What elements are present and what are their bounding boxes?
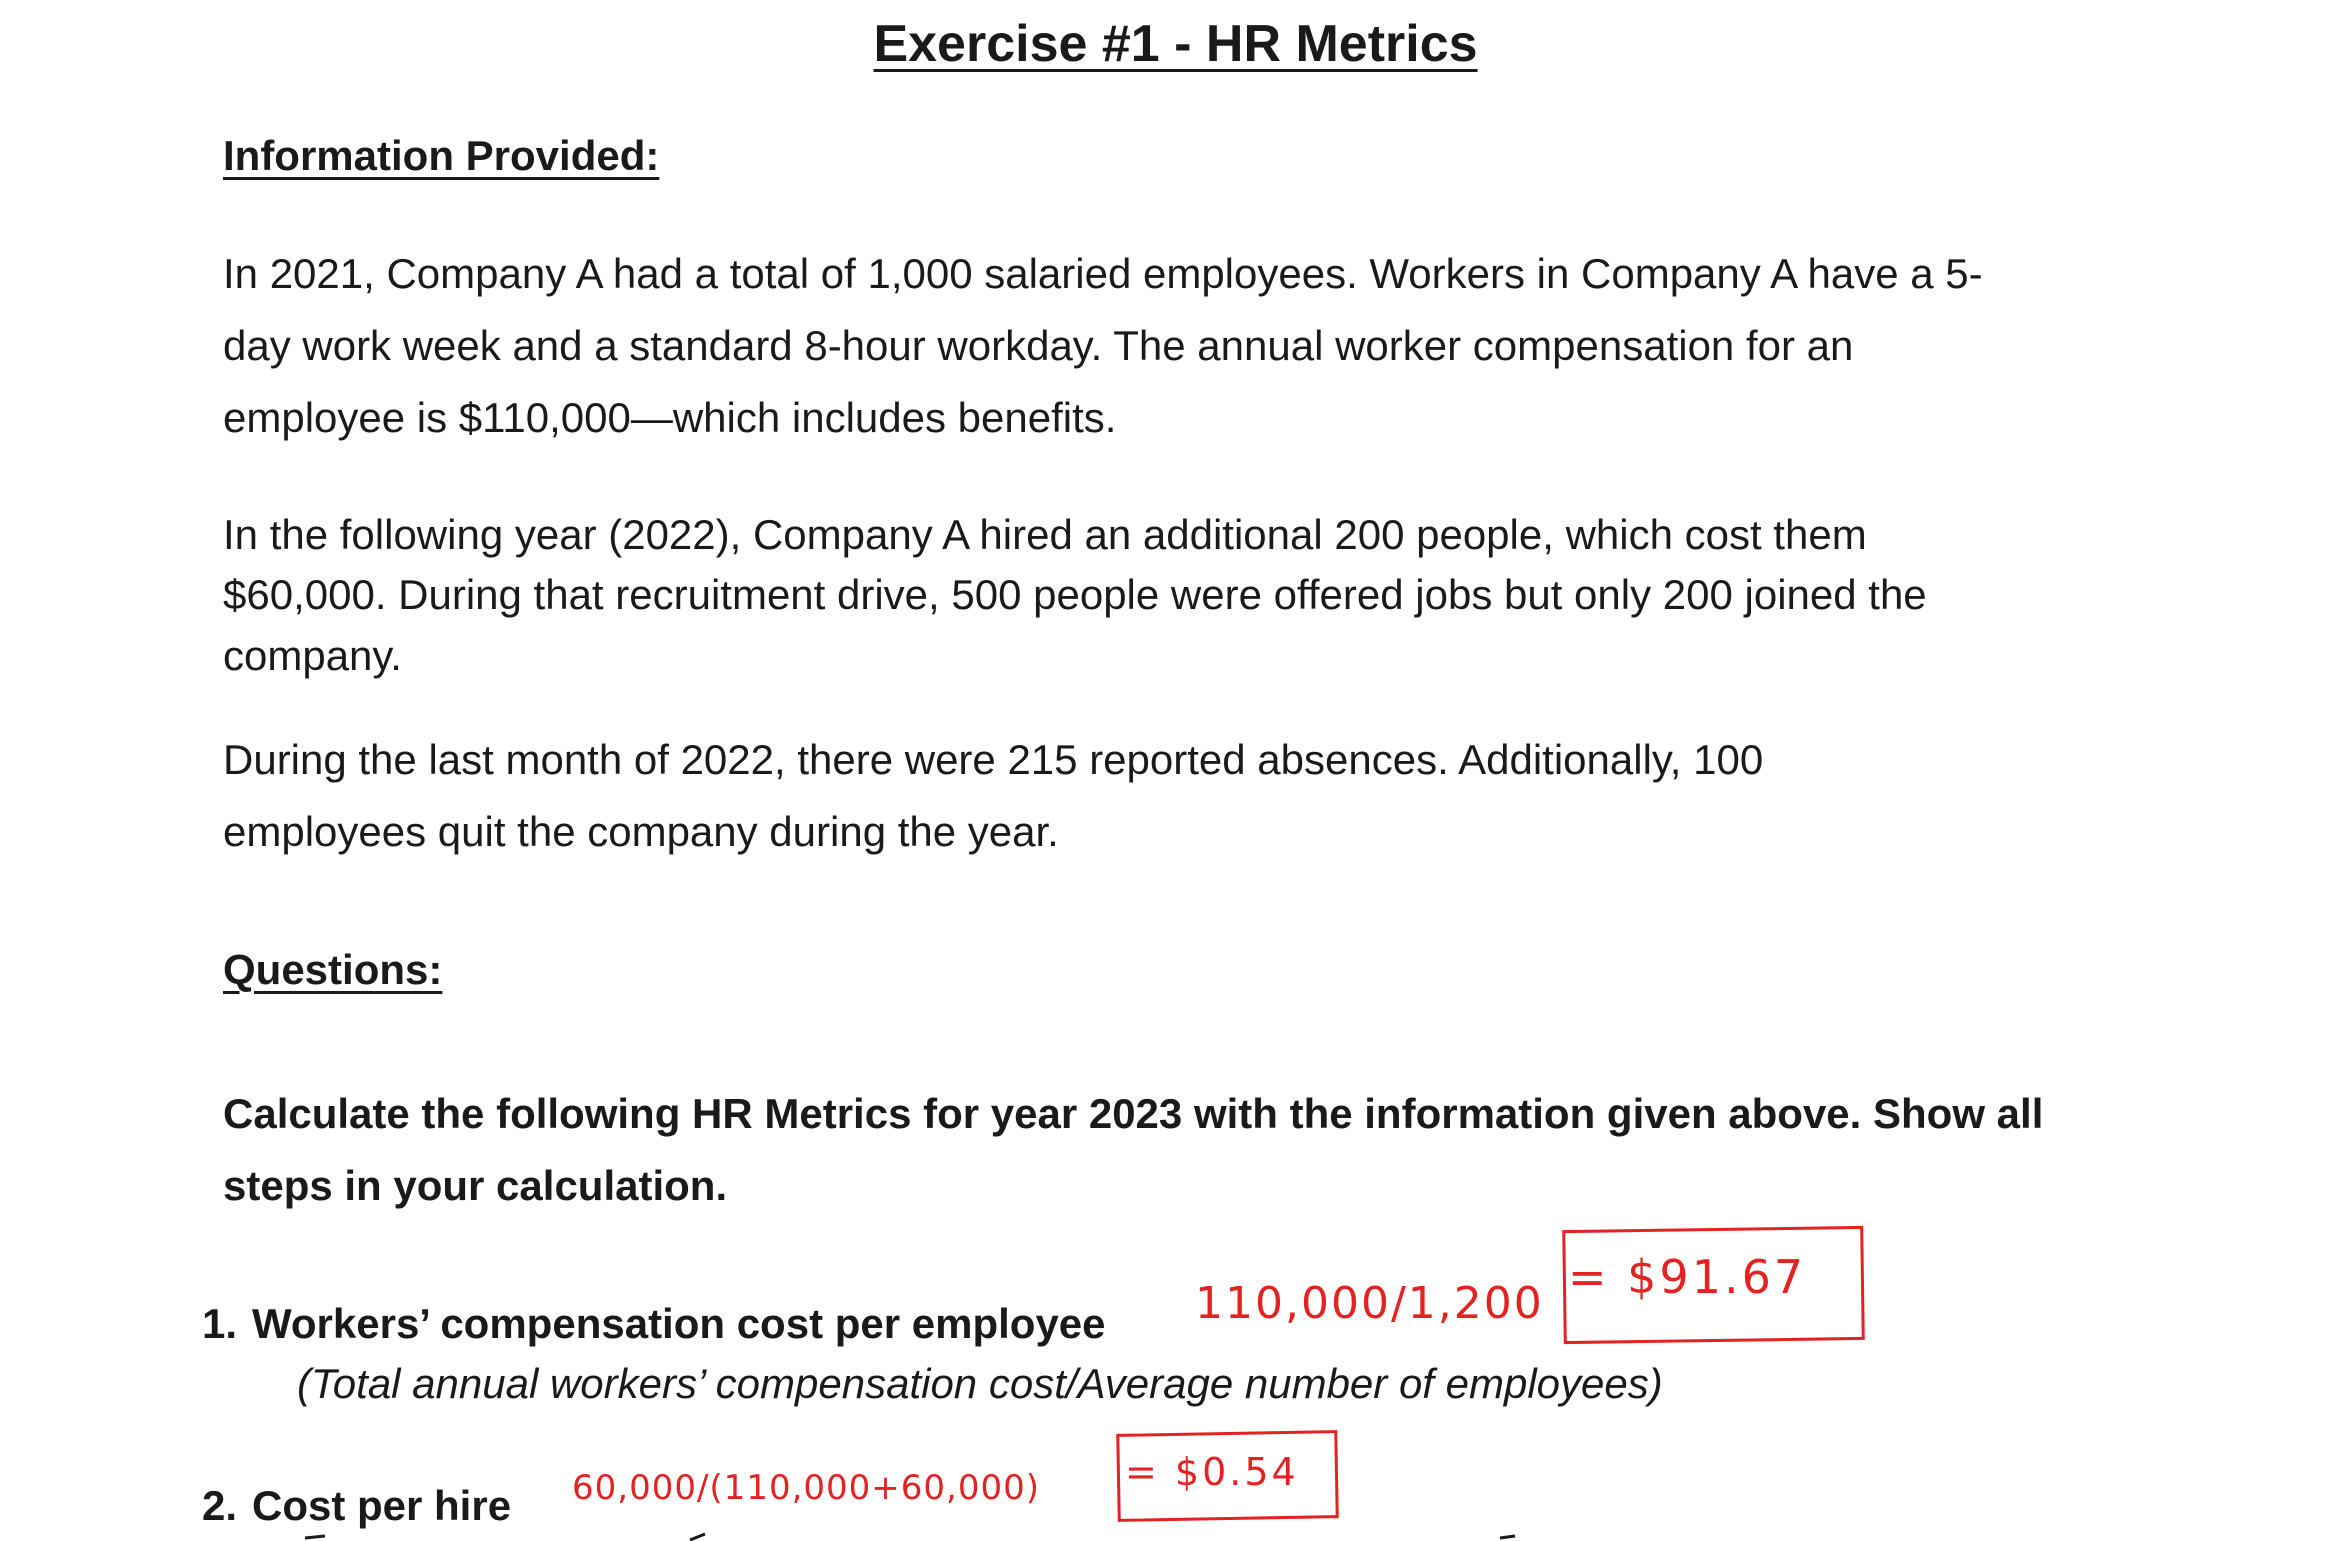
cutoff-mark bbox=[1500, 1536, 1515, 1538]
instruction-line: steps in your calculation. bbox=[223, 1162, 728, 1209]
paragraph-line: company. bbox=[223, 632, 402, 679]
questions-heading: Questions: bbox=[223, 946, 443, 993]
question-number: 2. bbox=[202, 1482, 238, 1529]
instruction-text: Calculate the following HR Metrics for year 2023 with the information given above bbox=[223, 1090, 1850, 1137]
paragraph-line: employees quit the company during the year. bbox=[223, 808, 1059, 855]
question-label: Workers’ compensation cost per employee bbox=[252, 1300, 1106, 1347]
handwritten-work: 110,000/1,200 bbox=[1195, 1278, 1544, 1329]
cutoff-mark bbox=[305, 1536, 325, 1538]
paragraph-line: employee is $110,000—which includes benefits. bbox=[223, 394, 1117, 441]
paragraph-line: In the following year (2022), Company A hired an additional 200 people, which cost them bbox=[223, 511, 1867, 558]
paragraph-line: During the last month of 2022, there were 215 reported absences. Additionally, 100 bbox=[223, 736, 1764, 783]
question-label: Cost per hire bbox=[252, 1482, 512, 1529]
question-number: 1. bbox=[202, 1300, 238, 1347]
paragraph-line: day work week and a standard 8-hour workday. The annual worker compensation for an bbox=[223, 322, 1854, 369]
info-heading: Information Provided: bbox=[223, 132, 660, 179]
cutoff-mark bbox=[690, 1534, 705, 1540]
page-title: Exercise #1 - HR Metrics bbox=[873, 15, 1478, 73]
handwritten-answer: = $91.67 bbox=[1568, 1250, 1807, 1304]
paragraph-line: $60,000. During that recruitment drive, 500 people were offered jobs but only 200 joined the bbox=[223, 571, 1927, 618]
paragraph-line: In 2021, Company A had a total of 1,000 salaried employees. Workers in Company A have a 5- bbox=[223, 250, 1983, 297]
handwritten-work: 60,000/(110,000+60,000) bbox=[572, 1468, 1041, 1508]
handwritten-answer: = $0.54 bbox=[1125, 1450, 1299, 1494]
question-formula: (Total annual workers’ compensation cost/Average number of employees) bbox=[297, 1360, 1663, 1407]
instruction-tail: . Show all bbox=[1849, 1090, 2044, 1137]
